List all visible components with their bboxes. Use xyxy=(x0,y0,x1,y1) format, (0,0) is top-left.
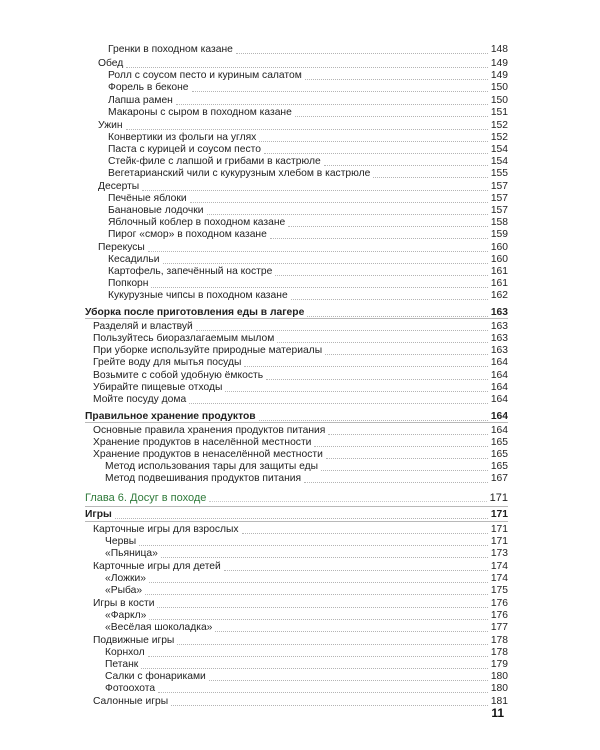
toc-entry[interactable] xyxy=(105,548,508,560)
toc-entry-title: Карточные игры для детей xyxy=(93,561,221,572)
toc-entry[interactable] xyxy=(108,217,508,229)
toc-entry-title: Конвертики из фольги на углях xyxy=(108,132,257,143)
toc-entry[interactable] xyxy=(108,278,508,290)
toc-entry-title: Корнхол xyxy=(105,647,145,658)
toc-entry-title: Макароны с сыром в походном казане xyxy=(108,107,292,118)
dot-leader xyxy=(304,482,488,483)
toc-entry-page: 157 xyxy=(490,181,508,192)
dot-leader xyxy=(115,518,488,519)
toc-entry-page: 149 xyxy=(490,58,508,69)
toc-entry[interactable] xyxy=(108,107,508,119)
toc-entry-page: 171 xyxy=(489,492,508,504)
toc-entry-title: «Ложки» xyxy=(105,573,146,584)
toc-entry-title: Кесадильи xyxy=(108,254,160,265)
toc-entry[interactable] xyxy=(105,536,508,548)
dot-leader xyxy=(275,275,487,276)
toc-entry-title: Кукурузные чипсы в походном казане xyxy=(108,290,288,301)
toc-entry-page: 157 xyxy=(490,193,508,204)
section-divider xyxy=(85,521,508,522)
dot-leader xyxy=(149,582,488,583)
toc-entry[interactable] xyxy=(93,598,508,610)
dot-leader xyxy=(126,129,488,130)
toc-entry-page: 164 xyxy=(490,382,508,393)
dot-leader xyxy=(189,403,488,404)
toc-entry-page: 171 xyxy=(490,536,508,547)
dot-leader xyxy=(328,434,487,435)
toc-entry[interactable] xyxy=(98,120,508,132)
toc-entry[interactable] xyxy=(98,242,508,254)
toc-entry[interactable] xyxy=(93,357,508,369)
toc-entry-page: 157 xyxy=(490,205,508,216)
dot-leader xyxy=(266,379,488,380)
toc-entry-title: Лапша рамен xyxy=(108,95,173,106)
toc-entry[interactable] xyxy=(108,290,508,302)
toc-entry-page: 158 xyxy=(490,217,508,228)
toc-entry[interactable] xyxy=(108,70,508,82)
toc-entry-title: «Пьяница» xyxy=(105,548,158,559)
dot-leader xyxy=(259,141,488,142)
toc-entry-title: Убирайте пищевые отходы xyxy=(93,382,223,393)
toc-entry-page: 161 xyxy=(490,266,508,277)
toc-entry-page: 171 xyxy=(490,524,508,535)
toc-entry[interactable] xyxy=(93,635,508,647)
toc-entry[interactable] xyxy=(93,382,508,394)
toc-entry-title: Обед xyxy=(98,58,124,69)
toc-entry-title: Десерты xyxy=(98,181,140,192)
toc-entry-title: Карточные игры для взрослых xyxy=(93,524,239,535)
toc-entry-title: Метод подвешивания продуктов питания xyxy=(105,473,302,484)
toc-entry-page: 154 xyxy=(490,156,508,167)
toc-entry-title: Стейк-филе с лапшой и грибами в кастрюле xyxy=(108,156,321,167)
toc-entry-page: 165 xyxy=(490,437,508,448)
section-divider xyxy=(85,506,508,507)
toc-entry[interactable] xyxy=(98,181,508,193)
toc-section-heading[interactable] xyxy=(85,509,508,521)
dot-leader xyxy=(171,705,488,706)
toc-entry[interactable] xyxy=(93,370,508,382)
dot-leader xyxy=(141,668,488,669)
dot-leader xyxy=(207,214,488,215)
dot-leader xyxy=(151,287,487,288)
dot-leader xyxy=(145,594,488,595)
toc-entry-title: Попкорн xyxy=(108,278,149,289)
toc-entry-title: Игры в кости xyxy=(93,598,155,609)
toc-entry-page: 149 xyxy=(490,70,508,81)
dot-leader xyxy=(209,680,488,681)
dot-leader xyxy=(288,226,488,227)
toc-entry[interactable] xyxy=(105,473,508,485)
dot-leader xyxy=(373,177,487,178)
toc-entry-title: «Весёлая шоколадка» xyxy=(105,622,213,633)
toc-entry-page: 176 xyxy=(490,598,508,609)
dot-leader xyxy=(196,330,488,331)
dot-leader xyxy=(163,263,488,264)
toc-entry-page: 171 xyxy=(490,509,508,520)
dot-leader xyxy=(236,53,488,54)
toc-entry[interactable] xyxy=(108,82,508,94)
toc-entry-page: 179 xyxy=(490,659,508,670)
toc-entry[interactable] xyxy=(93,333,508,345)
toc-entry-title: Печёные яблоки xyxy=(108,193,187,204)
toc-entry-page: 150 xyxy=(490,82,508,93)
toc-entry-page: 151 xyxy=(490,107,508,118)
toc-entry[interactable] xyxy=(105,659,508,671)
toc-entry[interactable] xyxy=(105,610,508,622)
toc-entry-page: 164 xyxy=(490,394,508,405)
toc-entry[interactable] xyxy=(93,524,508,536)
toc-entry[interactable] xyxy=(105,573,508,585)
toc-entry-title: Салонные игры xyxy=(93,696,169,707)
toc-entry-title: Пирог «смор» в походном казане xyxy=(108,229,267,240)
dot-leader xyxy=(244,366,487,367)
toc-entry[interactable] xyxy=(108,254,508,266)
toc-entry[interactable] xyxy=(108,132,508,144)
toc-entry-title: «Фаркл» xyxy=(105,610,147,621)
dot-leader xyxy=(142,190,488,191)
toc-entry[interactable] xyxy=(105,461,508,473)
toc-entry-page: 176 xyxy=(490,610,508,621)
toc-entry-title: Мойте посуду дома xyxy=(93,394,187,405)
toc-entry-page: 175 xyxy=(490,585,508,596)
toc-entry-title: Перекусы xyxy=(98,242,145,253)
toc-entry-title: Гренки в походном казане xyxy=(108,44,233,55)
toc-entry[interactable] xyxy=(108,156,508,168)
toc-entry-page: 160 xyxy=(490,242,508,253)
toc-entry[interactable] xyxy=(105,683,508,695)
toc-entry-page: 177 xyxy=(490,622,508,633)
toc-entry-title: Глава 6. Досуг в походе xyxy=(85,492,207,504)
toc-entry-title: Игры xyxy=(85,509,112,520)
dot-leader xyxy=(325,354,488,355)
toc-entry-title: Уборка после приготовления еды в лагере xyxy=(85,307,305,318)
dot-leader xyxy=(277,342,487,343)
dot-leader xyxy=(126,67,488,68)
dot-leader xyxy=(176,104,488,105)
dot-leader xyxy=(225,391,487,392)
dot-leader xyxy=(224,570,488,571)
toc-entry-page: 160 xyxy=(490,254,508,265)
toc-entry-page: 164 xyxy=(490,357,508,368)
toc-entry-title: Правильное хранение продуктов xyxy=(85,411,256,422)
toc-entry-page: 164 xyxy=(490,411,508,422)
toc-entry-page: 180 xyxy=(490,683,508,694)
toc-entry-title: Вегетарианский чили с кукурузным хлебом в кастрюле xyxy=(108,168,371,179)
toc-entry-page: 154 xyxy=(490,144,508,155)
toc-entry-page: 173 xyxy=(490,548,508,559)
toc-entry-title: Хранение продуктов в населённой местности xyxy=(93,437,312,448)
toc-entry-page: 165 xyxy=(490,449,508,460)
toc-entry[interactable] xyxy=(93,345,508,357)
toc-entry-page: 162 xyxy=(490,290,508,301)
toc-entry[interactable] xyxy=(105,647,508,659)
toc-entry[interactable] xyxy=(108,168,508,180)
toc-entry[interactable] xyxy=(93,696,508,708)
toc-entry-page: 163 xyxy=(490,333,508,344)
dot-leader xyxy=(148,656,488,657)
toc-entry-title: Петанк xyxy=(105,659,139,670)
dot-leader xyxy=(291,299,488,300)
dot-leader xyxy=(314,446,487,447)
toc-entry-page: 165 xyxy=(490,461,508,472)
toc-entry[interactable] xyxy=(93,561,508,573)
toc-entry-title: Ролл с соусом песто и куриным салатом xyxy=(108,70,302,81)
toc-entry-title: Червы xyxy=(105,536,137,547)
dot-leader xyxy=(259,420,488,421)
toc-entry-page: 167 xyxy=(490,473,508,484)
toc-entry-page: 164 xyxy=(490,425,508,436)
dot-leader xyxy=(157,607,487,608)
dot-leader xyxy=(242,533,488,534)
toc-entry-title: При уборке используйте природные материалы xyxy=(93,345,323,356)
dot-leader xyxy=(295,116,488,117)
toc-entry[interactable] xyxy=(93,437,508,449)
toc-entry-title: Картофель, запечённый на костре xyxy=(108,266,273,277)
dot-leader xyxy=(161,557,488,558)
toc-entry-page: 180 xyxy=(490,671,508,682)
dot-leader xyxy=(264,153,488,154)
toc-entry[interactable] xyxy=(108,205,508,217)
toc-entry-page: 148 xyxy=(490,44,508,55)
toc-entry-title: «Рыба» xyxy=(105,585,143,596)
toc-entry[interactable] xyxy=(108,266,508,278)
toc-entry[interactable] xyxy=(93,425,508,437)
dot-leader xyxy=(270,238,488,239)
toc-entry[interactable] xyxy=(108,229,508,241)
toc-entry-page: 159 xyxy=(490,229,508,240)
toc-entry-page: 163 xyxy=(490,321,508,332)
dot-leader xyxy=(139,545,488,546)
dot-leader xyxy=(158,692,488,693)
toc-entry-page: 181 xyxy=(490,696,508,707)
dot-leader xyxy=(215,631,487,632)
toc-entry[interactable] xyxy=(93,449,508,461)
toc-entry[interactable] xyxy=(108,193,508,205)
dot-leader xyxy=(321,470,488,471)
toc-entry-title: Возьмите с собой удобную ёмкость xyxy=(93,370,264,381)
toc-entry[interactable] xyxy=(93,394,508,406)
toc-entry-title: Хранение продуктов в ненаселённой местности xyxy=(93,449,323,460)
toc-entry-title: Разделяй и властвуй xyxy=(93,321,193,332)
dot-leader xyxy=(177,644,487,645)
toc-entry-title: Банановые лодочки xyxy=(108,205,204,216)
dot-leader xyxy=(149,619,487,620)
toc-entry[interactable] xyxy=(108,44,508,56)
toc-entry-title: Метод использования тары для защиты еды xyxy=(105,461,319,472)
section-divider xyxy=(85,422,508,423)
toc-entry[interactable] xyxy=(108,95,508,107)
dot-leader xyxy=(148,251,488,252)
dot-leader xyxy=(326,458,488,459)
toc-chapter-heading[interactable] xyxy=(85,492,508,504)
toc-entry-page: 164 xyxy=(490,370,508,381)
toc-entry-page: 155 xyxy=(490,168,508,179)
toc-entry-page: 161 xyxy=(490,278,508,289)
dot-leader xyxy=(209,501,486,502)
dot-leader xyxy=(324,165,488,166)
dot-leader xyxy=(192,91,488,92)
dot-leader xyxy=(307,316,488,317)
toc-entry-title: Основные правила хранения продуктов питания xyxy=(93,425,326,436)
toc-entry[interactable] xyxy=(93,321,508,333)
toc-entry[interactable] xyxy=(105,585,508,597)
toc-entry-title: Ужин xyxy=(98,120,123,131)
section-divider xyxy=(85,318,508,319)
toc-entry-page: 178 xyxy=(490,635,508,646)
toc-entry-page: 178 xyxy=(490,647,508,658)
toc-entry[interactable] xyxy=(105,622,508,634)
toc-entry-title: Фотоохота xyxy=(105,683,156,694)
toc-entry-title: Подвижные игры xyxy=(93,635,175,646)
toc-entry-title: Грейте воду для мытья посуды xyxy=(93,357,242,368)
toc-entry-page: 150 xyxy=(490,95,508,106)
toc-entry-page: 174 xyxy=(490,561,508,572)
toc-entry[interactable] xyxy=(105,671,508,683)
toc-entry[interactable] xyxy=(98,58,508,70)
toc-entry-title: Яблочный коблер в походном казане xyxy=(108,217,286,228)
toc-entry-title: Паста с курицей и соусом песто xyxy=(108,144,261,155)
page-number: 11 xyxy=(491,706,504,720)
toc-entry-title: Пользуйтесь биоразлагаемым мылом xyxy=(93,333,275,344)
toc-entry-page: 152 xyxy=(490,120,508,131)
toc-entry-title: Форель в беконе xyxy=(108,82,189,93)
toc-entry[interactable] xyxy=(108,144,508,156)
toc-entry-page: 163 xyxy=(490,345,508,356)
toc-entry-page: 174 xyxy=(490,573,508,584)
toc-entry-page: 152 xyxy=(490,132,508,143)
toc-entry-title: Салки с фонариками xyxy=(105,671,206,682)
dot-leader xyxy=(190,202,488,203)
dot-leader xyxy=(305,79,488,80)
toc-entry-page: 163 xyxy=(490,307,508,318)
